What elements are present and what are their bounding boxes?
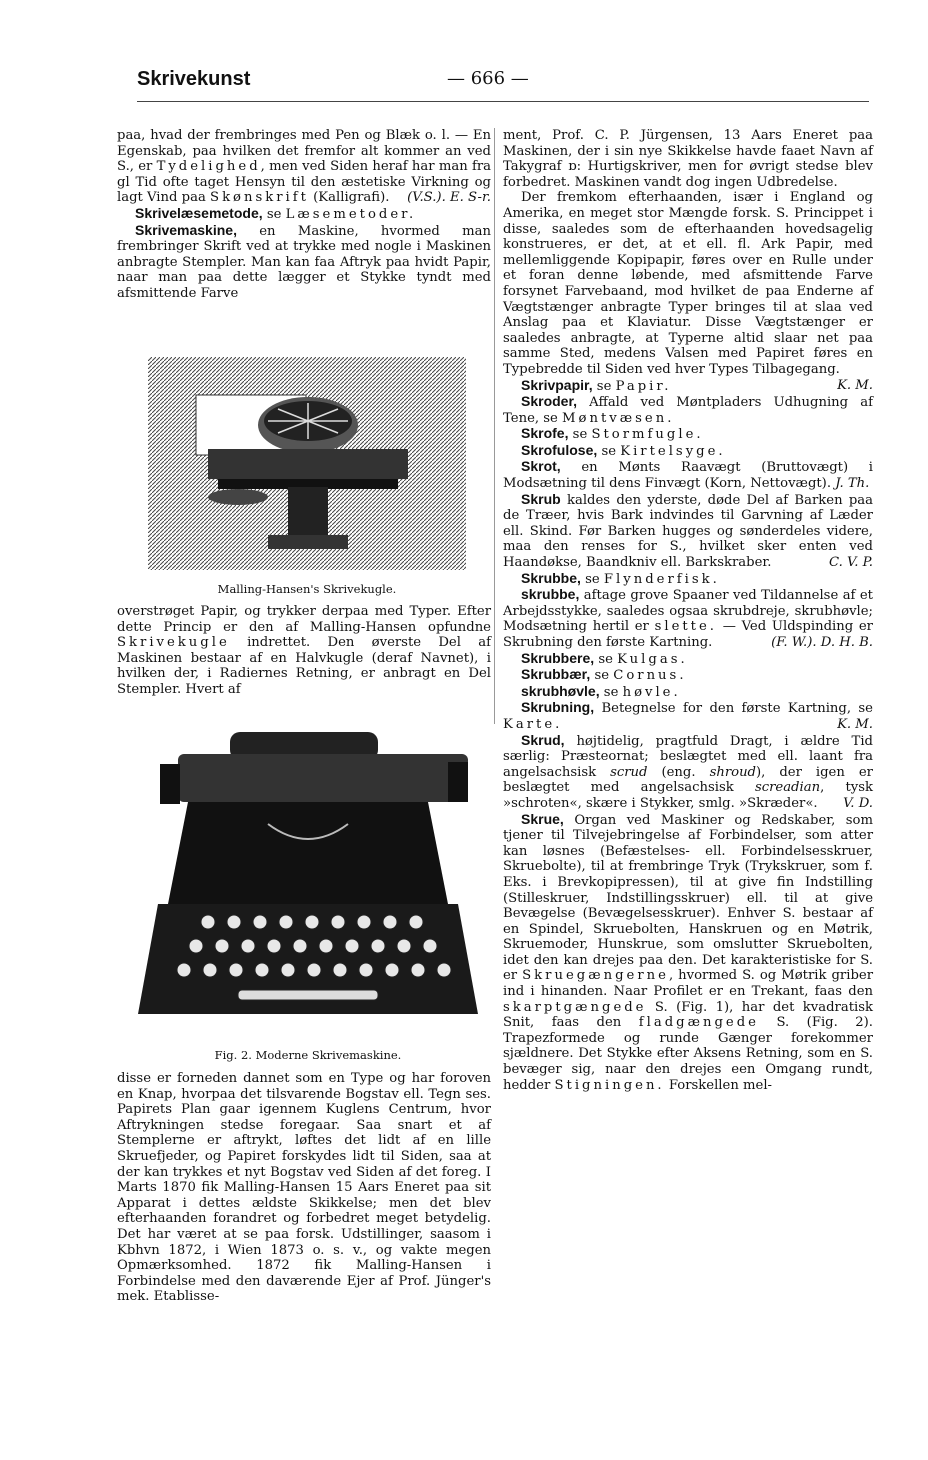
left-column-top bbox=[117, 128, 491, 302]
paragraph: paa, hvad der frembringes med Pen og Blæk o. l. — En Egenskab, paa hvilken det fremfor alt kommer an ved S., er Tydelighed, men ved Siden heraf har man fra gl Tid ofte taget Hensyn til den æstetiske Virkning og lagt Vind paa Skønskrift (Kalligrafi). (V.S.). E. S-r. bbox=[117, 128, 491, 206]
entry-skrofulose: Skrofulose, se Kirtelsyge. bbox=[521, 441, 726, 459]
entry-skrubhovle: skrubhøvle, se høvle. bbox=[521, 682, 681, 700]
entry-skrivelaesemetode: Skrivelæsemetode, se Læsemetoder. bbox=[135, 204, 417, 222]
entry-skrud: Skrud, højtidelig, pragtfuld Dragt, i ældre Tid særlig: Præsteornat; beslægtet med ell. laant fra angelsachsisk scrud (eng. shroud), der igen er beslægtet med angelsachsisk screadian, tysk »schroten«, skære i Stykker, smlg. »Skræder«. V. D. bbox=[503, 731, 873, 811]
paragraph: ment, Prof. C. P. Jürgensen, 13 Aars Eneret paa Maskinen, der i sin nye Skikkelse havde faaet Navn af Takygraf ɒ: Hurtigskriver, men for øvrigt stedse blev forbedret. Maskinen vandt dog ingen Udbredelse. bbox=[503, 128, 873, 190]
writing-ball-illustration bbox=[148, 357, 466, 570]
entry-skrubning: Skrubning, Betegnelse for den første Kartning, se Karte. K. M. bbox=[503, 699, 873, 732]
running-title: Skrivekunst bbox=[137, 68, 251, 90]
column-divider bbox=[494, 128, 495, 758]
typewriter-illustration bbox=[118, 724, 498, 1042]
header-rule bbox=[137, 101, 869, 102]
page-number: — 666 — bbox=[447, 68, 529, 89]
entry-skrubbe: Skrubbe, se Flynderfisk. bbox=[521, 569, 720, 587]
left-column-middle bbox=[117, 604, 491, 698]
entry-skrivemaskine: Skrivemaskine, en Maskine, hvormed man frembringer Skrift ved at trykke med nogle i Maskinen anbragte Stempler. Man kan faa Aftryk paa hvidt Papir, naar man paa dette lægger et Stykke tyndt med afsmittende Farve bbox=[117, 221, 491, 301]
entry-skrue: Skrue, Organ ved Maskiner og Redskaber, som tjener til Tilvejebringelse af Forbindelser, som atter kan løsnes (Befæstelses- ell. Forbindelsesskruer, Skruebolte), til at frembringe Tryk (Trykskruer, som f. Eks. i Brevkopipressen), til at give fin Indstilling (Stilleskruer, Indstillingsskruer) ell. til at give Bevægelse (Bevægelsesskruer). Enhver S. bestaar af en Spindel, Skruebolten, Hanskruen og en Møtrik, Skruemoder, Hunskrue, som omslutter Skruebolten, idet den kan drejes paa den. Det karakteristiske for S. er Skruegængerne, hvormed S. og Møtrik griber ind i hinanden. Naar Profilet er en Trekant, faas den skarptgængede S. (Fig. 1), har det kvadratisk Snit, faas den fladgængede S. (Fig. 2). Trapezformede og runde Gænger forekommer sjældnere. Det Stykke efter Aksens Retning, som en S. bevæger sig, naar den drejes een Omgang rundt, hedder Stigningen. Forskellen mel- bbox=[503, 810, 874, 1093]
entry-skrivpapir: Skrivpapir, se Papir. bbox=[521, 376, 672, 394]
entry-skrot: Skrot, en Mønts Raavægt (Bruttovægt) i Modsætning til dens Finvægt (Korn, Nettovægt). J. Th. bbox=[503, 458, 873, 492]
paragraph: disse er forneden dannet som en Type og har foroven en Knap, hvorpaa det tilsvarende Bogstav ell. Tegn ses. Papirets Plan gaar igennem Kuglens Centrum, hvor Aftrykningen stedse foregaar. Saa snart et af Stemplerne er aftrykt, løftes det lidt af en lille Skruefjeder, og Papiret forskydes lidt til Siden, saa at der kan trykkes et nyt Bogstav ved Siden af det foreg. I Marts 1870 fik Malling-Hansen 15 Aars Eneret paa sit Apparat i dettes ældste Skikkelse; men det blev efterhaanden forandret og forbedret meget betydelig. Det har været at se paa forsk. Udstillinger, saasom i Kbhvn 1872, i Wien 1873 o. s. v., og vakte megen Opmærksomhed. 1872 fik Malling-Hansen i Forbindelse med den daværende Ejer af Prof. Jünger's mek. Etablisse- bbox=[117, 1071, 491, 1305]
left-column-bottom bbox=[117, 1071, 491, 1305]
entry-skrubbere: Skrubbere, se Kulgas. bbox=[521, 649, 688, 667]
entry-skrub: Skrub kaldes den yderste, døde Del af Barken paa de Træer, hvis Bark indvindes til Garvning af Læder ell. Skind. Før Barken hugges og sønderdeles videre, maa den renses for S., hvilket sker enten ved Haandøkse, Baandkniv ell. Barkskraber. C. V. P. bbox=[503, 490, 873, 571]
paragraph: overstrøget Papir, og trykker derpaa med Typer. Efter dette Princip er den af Malling-Hansen opfundne Skrivekugle indrettet. Den øverste Del af Maskinen bestaar af en Halvkugle (deraf Navnet), i hvilken der, i Radiernes Retning, er anbragt en Del Stempler. Hvert af bbox=[117, 604, 491, 697]
paragraph: Der fremkom efterhaanden, især i England og Amerika, en meget stor Mængde forsk. S. Princippet i disse, saaledes som de efterhaanden hovedsagelig konstrueres, er det, at et ell. fl. Ark Papir, med mellemliggende Kopipapir, føres over en Rulle under et foran denne løbende, med afsmittende Farve forsynet Farvebaand, mod hvilket de paa Enderne af Vægtstænger anbragte Typer bringes til at slaa ved Anslag paa et Klaviatur. Disse Vægtstænger er saaledes anbragte, at Typerne altid slaar net paa samme Sted, medens Valsen med Papiret føres en Typebredde til Siden ved hver Types Tilbagegang. K. M. bbox=[503, 190, 873, 393]
page-header bbox=[137, 68, 869, 98]
entry-skrofe: Skrofe, se Stormfugle. bbox=[521, 425, 704, 443]
entry-skrubbaer: Skrubbær, se Cornus. bbox=[521, 666, 687, 684]
right-column bbox=[503, 128, 873, 1093]
entry-skrubbe-verb: skrubbe, aftage grove Spaaner ved Tildannelse af et Arbejdsstykke, saaledes ogsaa skrubdreje, skrubhøvle; Modsætning hertil er slette. — Ved Uldspinding er Skrubning den første Kartning. (F. W.). D. H. B. bbox=[503, 586, 873, 650]
figure-1-caption: Malling-Hansen's Skrivekugle. bbox=[217, 582, 397, 596]
figure-2-caption: Fig. 2. Moderne Skrivemaskine. bbox=[214, 1048, 402, 1062]
entry-skroder: Skroder, Affald ved Møntpladers Udhugning af Tene, se Møntvæsen. bbox=[503, 393, 873, 426]
